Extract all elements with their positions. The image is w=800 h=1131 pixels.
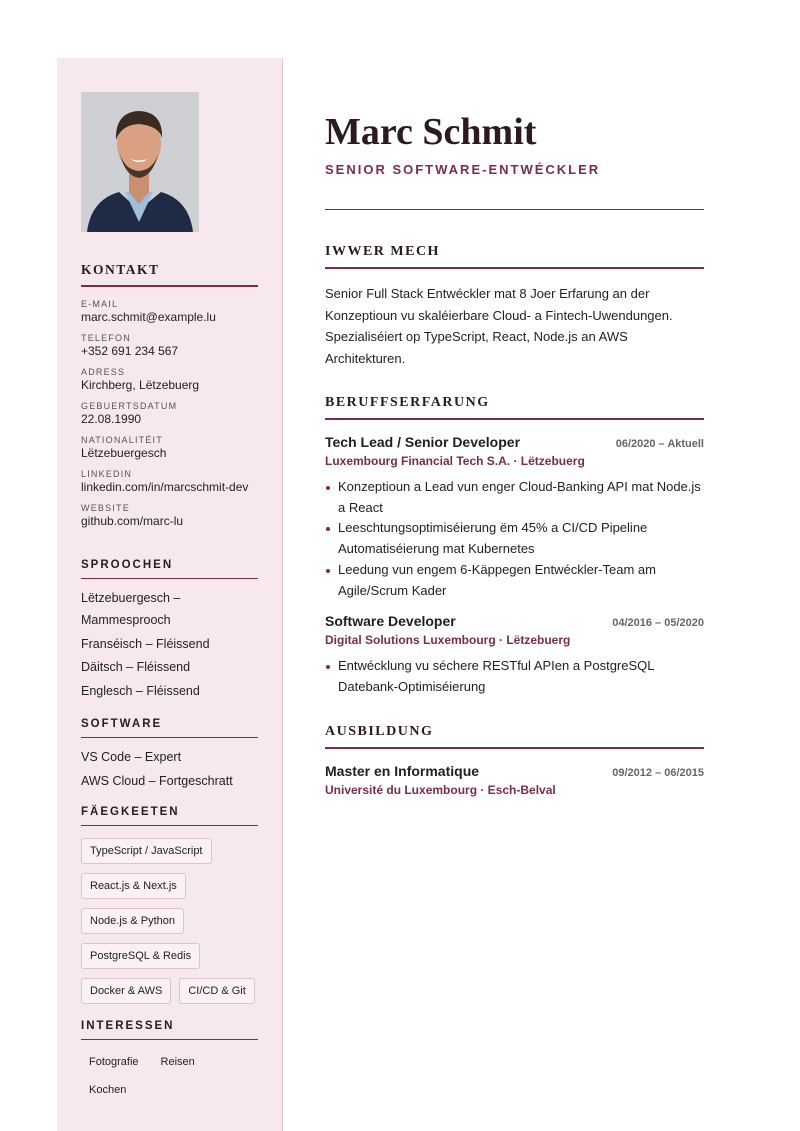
address-value: Kirchberg, Lëtzebuerg bbox=[81, 378, 200, 392]
job-bullet: Leedung vun engem 6-Käppegen Entwéckler-Team am Agile/Scrum Kader bbox=[325, 560, 704, 601]
skill-tag: PostgreSQL & Redis bbox=[81, 943, 200, 969]
job-entry bbox=[325, 434, 704, 601]
job-date: 06/2020 – Aktuell bbox=[615, 438, 704, 450]
job-date: 04/2016 – 05/2020 bbox=[612, 617, 704, 630]
interest-item: Reisen bbox=[160, 1056, 195, 1068]
languages-heading: SPROOCHEN bbox=[81, 559, 258, 579]
interest-item: Kochen bbox=[89, 1084, 127, 1096]
website-value: github.com/marc-lu bbox=[81, 514, 184, 528]
skills-list bbox=[81, 838, 258, 1004]
interests-list bbox=[81, 1055, 258, 1069]
job-bullet: Konzeptioun a Lead vun enger Cloud-Banking API mat Node.js a React bbox=[325, 477, 704, 518]
education-heading: AUSBILDUNG bbox=[325, 724, 704, 749]
degree-title: Master en Informatique bbox=[325, 762, 480, 779]
nationality-label: NATIONALITÉIT bbox=[81, 435, 163, 445]
address-label: ADRESS bbox=[81, 367, 126, 377]
phone-label: TELEFON bbox=[81, 333, 131, 343]
nationality-value: Lëtzebuergesch bbox=[81, 446, 167, 460]
birthdate-label: GEBUERTSDATUM bbox=[81, 401, 178, 411]
skill-tag: Docker & AWS bbox=[81, 978, 171, 1004]
software-item: AWS Cloud – Fortgeschratt bbox=[81, 774, 233, 788]
email-value: marc.schmit@example.lu bbox=[81, 310, 216, 324]
skill-tag: Node.js & Python bbox=[81, 908, 184, 934]
phone-value: +352 691 234 567 bbox=[81, 344, 179, 358]
linkedin-value: linkedin.com/in/marcschmit-dev bbox=[81, 480, 249, 494]
education-date: 09/2012 – 06/2015 bbox=[612, 766, 704, 779]
education-institution: Université du Luxembourg · Esch-Belval bbox=[325, 782, 556, 797]
languages-list bbox=[81, 588, 258, 702]
about-heading: IWWER MECH bbox=[325, 244, 704, 269]
email-label: E-MAIL bbox=[81, 299, 119, 309]
profile-photo bbox=[81, 92, 199, 232]
website-label: WEBSITE bbox=[81, 503, 130, 513]
interest-item: Fotografie bbox=[89, 1056, 139, 1068]
experience-heading: BERUFFSERFARUNG bbox=[325, 395, 704, 420]
job-company: Digital Solutions Luxembourg · Lëtzebuerg bbox=[325, 633, 571, 648]
skills-heading: FÄEGKEETEN bbox=[81, 806, 258, 826]
language-item: Mammesprooch bbox=[81, 613, 171, 627]
header-divider bbox=[325, 209, 704, 210]
about-text: Senior Full Stack Entwéckler mat 8 Joer Erfarung an der Konzeptioun vu skaléierbare Cloud- a Fintech-Uwendungen. Spezialiséiert op TypeScript, React, Node.js an AWS Architekturen. bbox=[325, 286, 673, 366]
job-company: Luxembourg Financial Tech S.A. · Lëtzebuerg bbox=[325, 454, 585, 468]
software-heading: SOFTWARE bbox=[81, 718, 258, 738]
job-entry bbox=[325, 613, 704, 697]
language-item: Englesch – Fléissend bbox=[81, 683, 200, 698]
job-bullet: Entwécklung vu séchere RESTful APIen a PostgreSQL Datebank-Optimiséierung bbox=[325, 656, 704, 697]
job-bullets bbox=[325, 477, 704, 601]
main-content bbox=[325, 110, 704, 797]
software-item: VS Code – Expert bbox=[81, 750, 182, 764]
job-title: Tech Lead / Senior Developer bbox=[325, 434, 521, 450]
contact-list bbox=[81, 299, 258, 529]
job-bullet: Leeschtungsoptimiséierung ëm 45% a CI/CD Pipeline Automatiséierung mat Kubernetes bbox=[325, 518, 704, 559]
interests-heading: INTERESSEN bbox=[81, 1020, 258, 1040]
software-list bbox=[81, 747, 258, 792]
job-bullets bbox=[325, 656, 704, 697]
language-item: Franséisch – Fléissend bbox=[81, 636, 210, 651]
education-entry bbox=[325, 763, 704, 797]
contact-heading: KONTAKT bbox=[81, 262, 258, 287]
linkedin-label: LINKEDIN bbox=[81, 469, 133, 479]
language-item: Lëtzebuergesch – bbox=[81, 591, 181, 605]
skill-tag: CI/CD & Git bbox=[179, 978, 254, 1004]
person-name: Marc Schmit bbox=[325, 111, 537, 153]
skill-tag: React.js & Next.js bbox=[81, 873, 186, 899]
language-item: Däitsch – Fléissend bbox=[81, 660, 191, 674]
skill-tag: TypeScript / JavaScript bbox=[81, 838, 212, 864]
job-title: Software Developer bbox=[325, 613, 456, 630]
sidebar bbox=[57, 58, 283, 1131]
birthdate-value: 22.08.1990 bbox=[81, 412, 142, 426]
interests-list-row2 bbox=[81, 1083, 258, 1097]
job-title-headline: SENIOR SOFTWARE-ENTWÉCKLER bbox=[325, 162, 601, 177]
